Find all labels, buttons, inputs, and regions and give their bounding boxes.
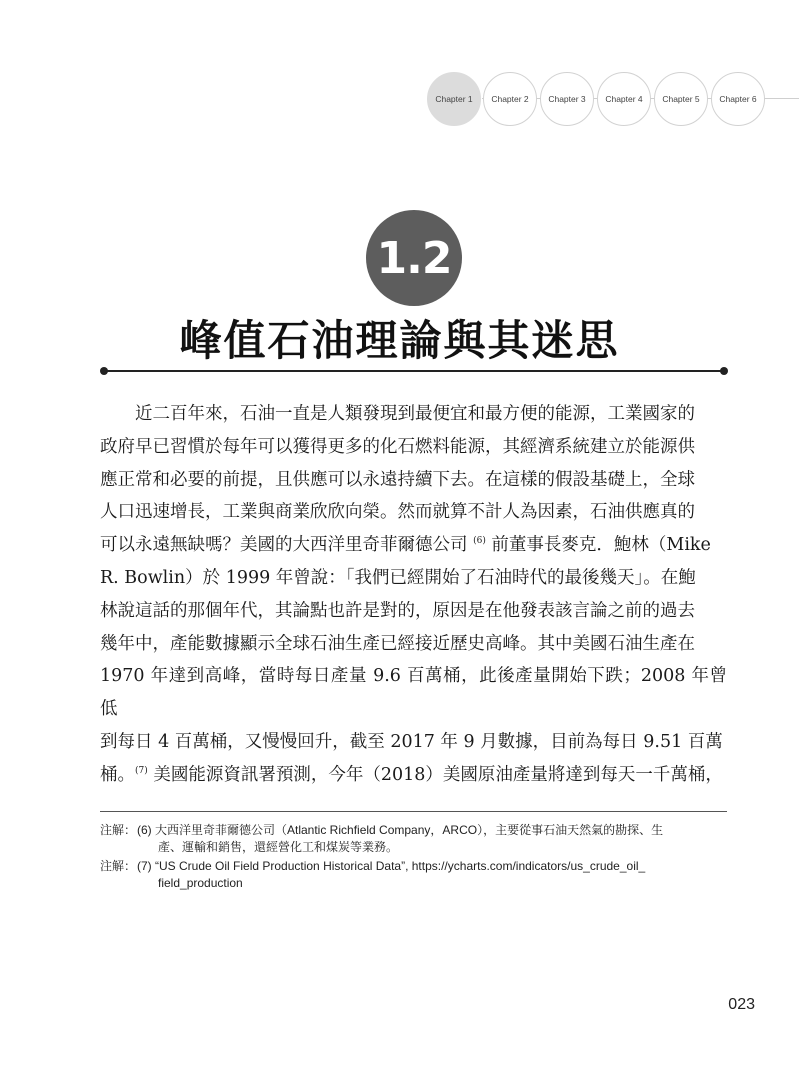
footnote-text xyxy=(137,858,730,892)
footnote-divider xyxy=(100,811,727,812)
body-line: 近二百年來，石油一直是人類發現到最便宜和最方便的能源，工業國家的 xyxy=(135,404,695,424)
body-line: 應正常和必要的前提，且供應可以永遠持續下去。在這樣的假設基礎上，全球 xyxy=(100,469,695,490)
chapter-tab-5[interactable]: Chapter 5 xyxy=(654,72,708,126)
body-text-span: 可以永遠無缺嗎？美國的大西洋里奇菲爾德公司 xyxy=(100,535,468,556)
title-divider xyxy=(104,370,724,372)
body-line: 林說這話的那個年代，其論點也許是對的，原因是在他發表該言論之前的過去 xyxy=(100,600,695,621)
footnote-line: (6) 大西洋里奇菲爾德公司（Atlantic Richfield Company，ARCO），主要從事石油天然氣的勘探、生 xyxy=(137,823,664,837)
footnote-ref-6[interactable]: (6) xyxy=(473,536,486,547)
footnote-url-continuation[interactable]: field_production xyxy=(158,876,243,890)
body-line: 1970 年達到高峰，當時每日產量 9.6 百萬桶，此後產量開始下跌；2008 年曾低 xyxy=(100,666,727,720)
divider-dot-right xyxy=(720,367,728,375)
footnote-text xyxy=(137,822,730,856)
body-paragraph xyxy=(100,398,727,792)
footnote-label: 注解： xyxy=(100,859,137,873)
body-line xyxy=(100,759,727,792)
chapter-tab-3[interactable]: Chapter 3 xyxy=(540,72,594,126)
footnote-ref-7[interactable]: (7) xyxy=(135,765,148,776)
body-line: 人口迅速增長，工業與商業欣欣向榮。然而就算不計人為因素，石油供應真的 xyxy=(100,502,695,523)
body-line xyxy=(100,529,727,562)
body-text-span: 桶。 xyxy=(100,764,135,785)
body-text-span: 前董事長麥克．鮑林（Mike xyxy=(491,535,711,556)
footnote-line: (7) “US Crude Oil Field Production Historical Data”, https://ycharts.com/indicators/us_crude_oil_ xyxy=(137,859,646,873)
body-line: R. Bowlin）於 1999 年曾說：「我們已經開始了石油時代的最後幾天」。在鮑 xyxy=(100,567,696,588)
section-title: 峰值石油理論與其迷思 xyxy=(179,316,620,365)
chapter-navigation xyxy=(427,70,799,130)
body-line: 政府早已習慣於每年可以獲得更多的化石燃料能源，其經濟系統建立於能源供 xyxy=(100,436,695,457)
body-line: 幾年中，產能數據顯示全球石油生產已經接近歷史高峰。其中美國石油生產在 xyxy=(100,633,695,654)
divider-dot-left xyxy=(100,367,108,375)
footnote-line: 產、運輸和銷售，還經營化工和煤炭等業務。 xyxy=(158,840,399,854)
chapter-tab-4[interactable]: Chapter 4 xyxy=(597,72,651,126)
page-number: 023 xyxy=(728,996,755,1013)
footnote-label: 注解： xyxy=(100,823,137,837)
body-line: 到每日 4 百萬桶，又慢慢回升，截至 2017 年 9 月數據，目前為每日 9.51 百萬 xyxy=(100,731,723,752)
chapter-tab-6[interactable]: Chapter 6 xyxy=(711,72,765,126)
chapter-tab-1[interactable]: Chapter 1 xyxy=(427,72,481,126)
chapter-tab-2[interactable]: Chapter 2 xyxy=(483,72,537,126)
section-number-badge: 1.2 xyxy=(366,210,462,306)
body-text-span: 美國能源資訊署預測，今年（2018）美國原油產量將達到每天一千萬桶， xyxy=(153,764,723,785)
